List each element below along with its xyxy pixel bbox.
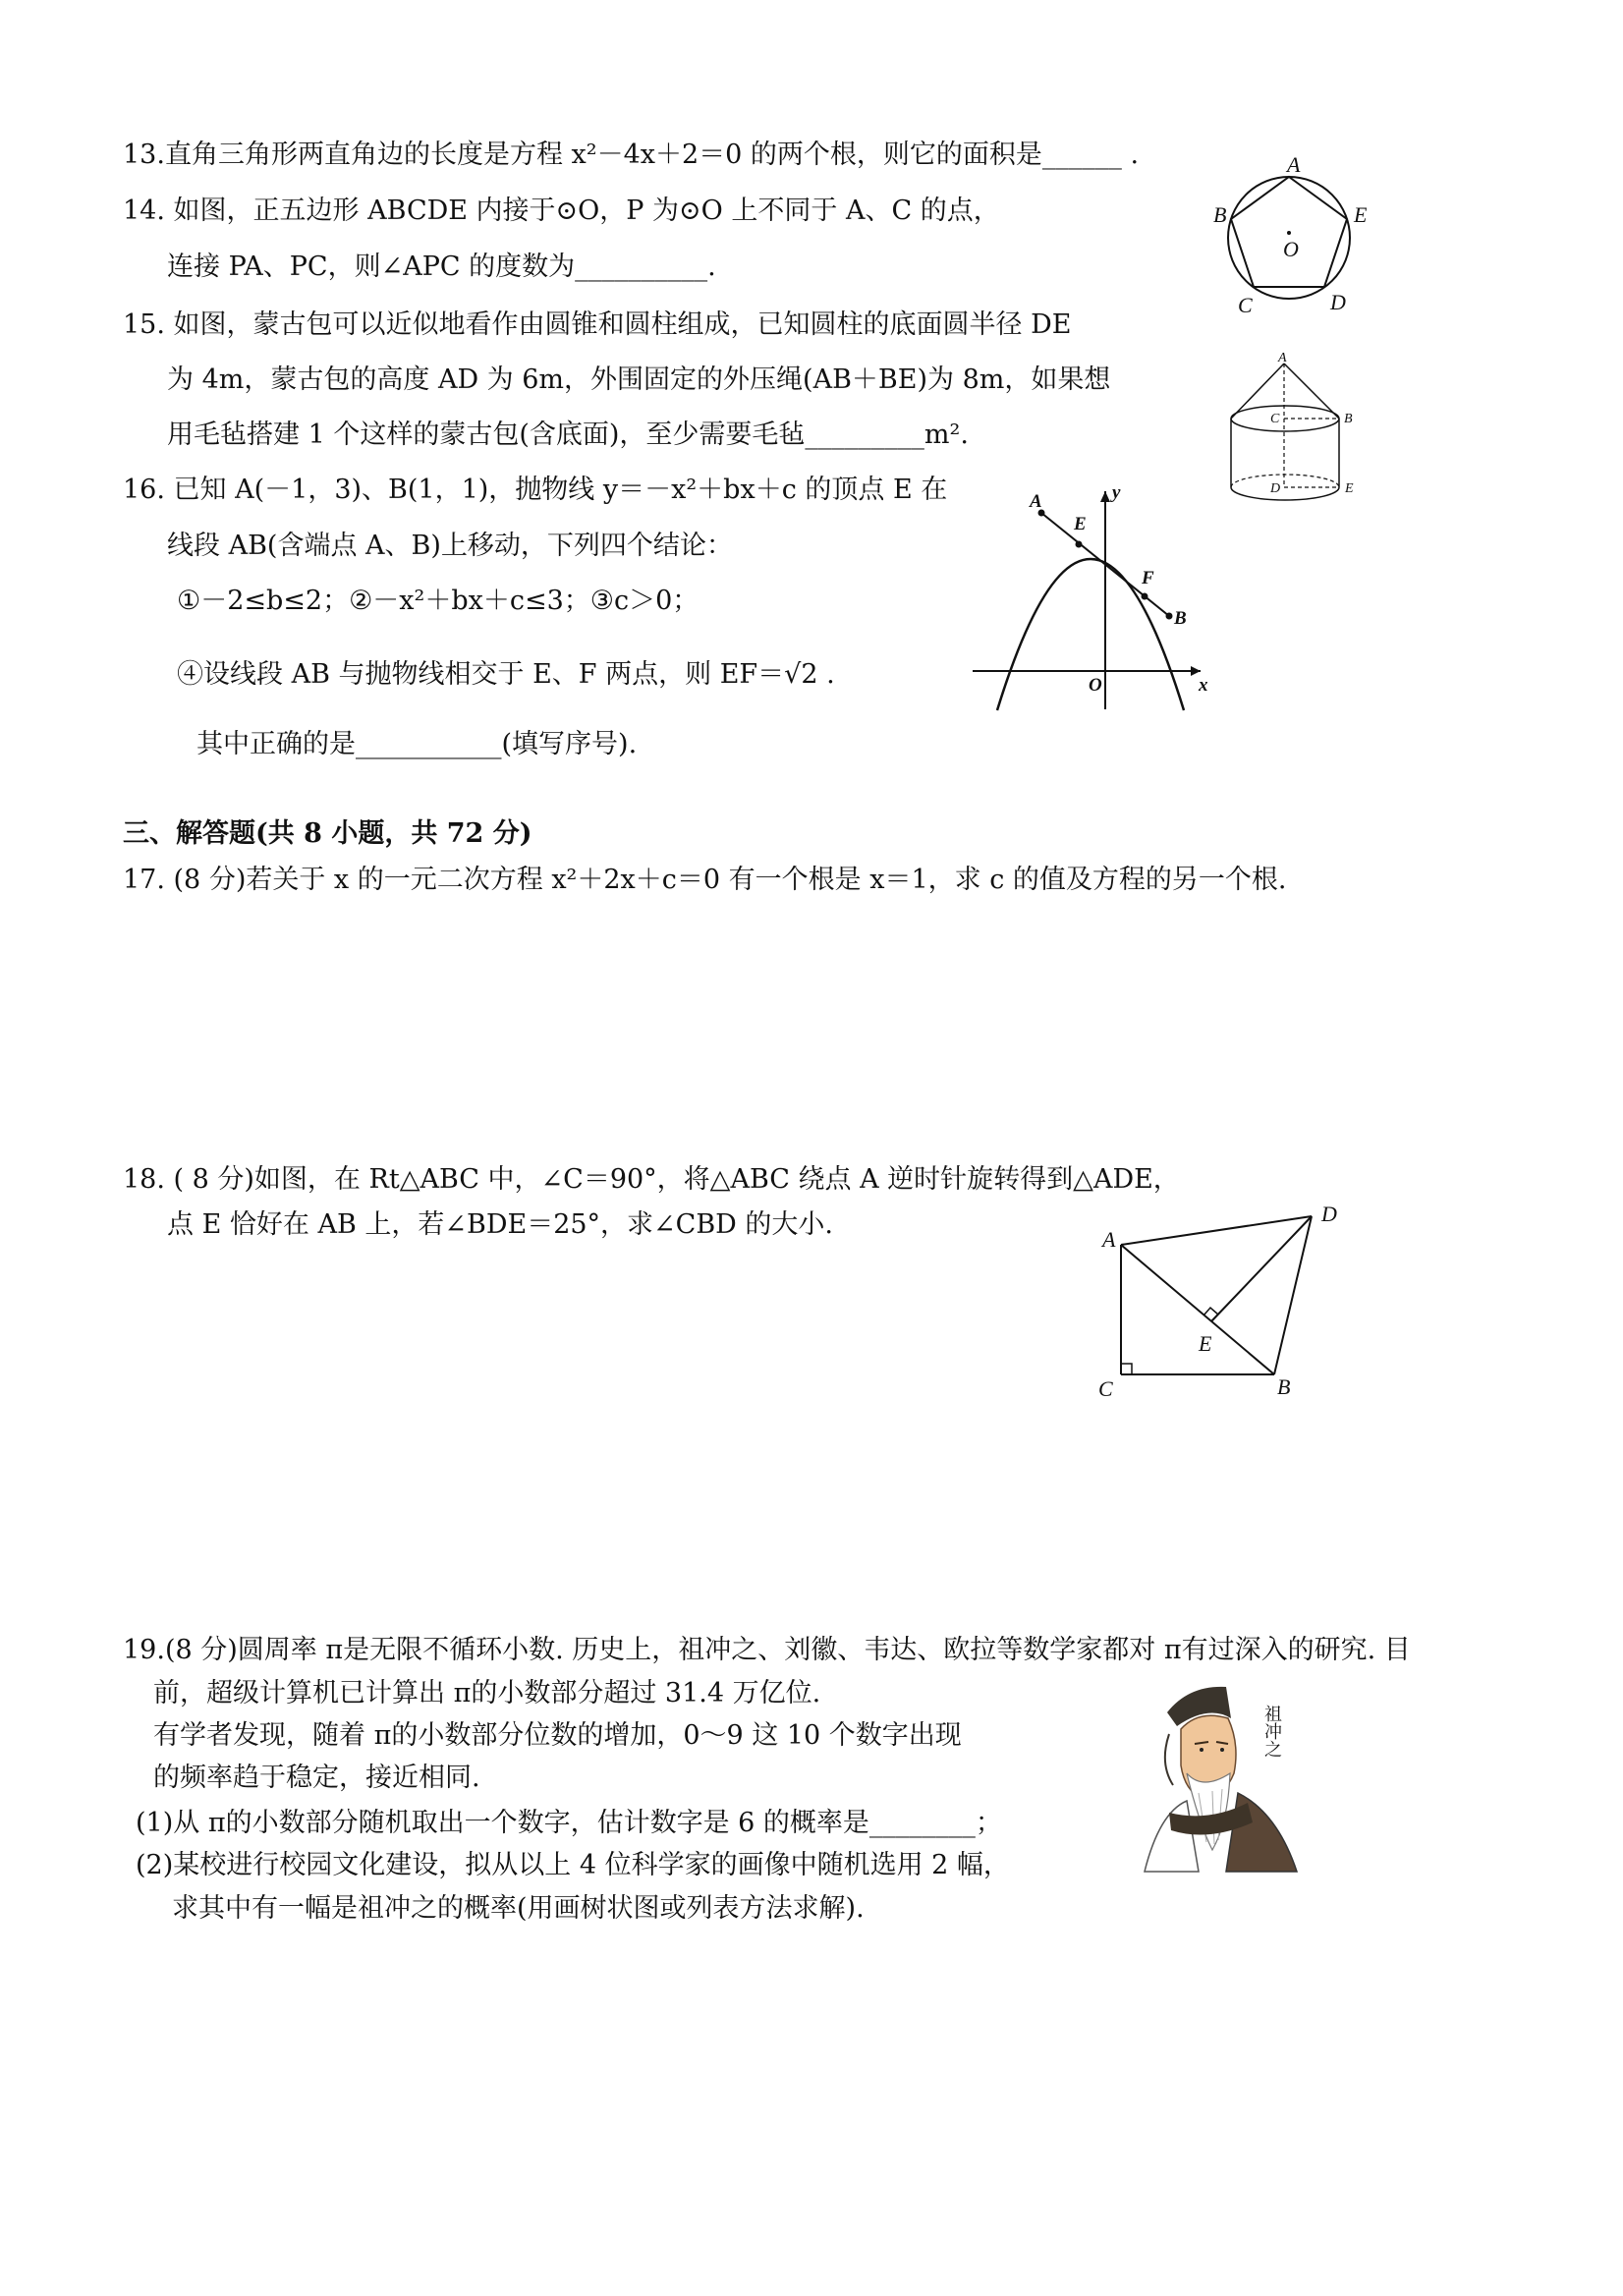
section-3-title: 三、解答题(共 8 小题，共 72 分): [123, 818, 532, 849]
question-16-line-4: ④设线段 AB 与抛物线相交于 E、F 两点，则 EF＝√2 .: [177, 659, 835, 690]
parabola-label-b: B: [1174, 608, 1187, 629]
pentagon-label-d: D: [1330, 290, 1346, 314]
question-16-line-1: 16. 已知 A(－1，3)、B(1，1)，抛物线 y＝－x²＋bx＋c 的顶点 E 在: [123, 475, 948, 505]
pentagon-label-c: C: [1238, 293, 1253, 317]
yurt-figure: [1223, 352, 1371, 509]
triangle-label-d: D: [1321, 1202, 1337, 1226]
question-15-line-2: 为 4m，蒙古包的高度 AD 为 6m，外围固定的外压绳(AB＋BE)为 8m，如果想: [167, 364, 1111, 395]
pentagon-label-e: E: [1354, 202, 1368, 227]
pentagon-circle-figure: [1208, 152, 1368, 317]
triangle-label-b: B: [1277, 1374, 1291, 1399]
question-14-line-1: 14. 如图，正五边形 ABCDE 内接于⊙O，P 为⊙O 上不同于 A、C 的点，: [123, 196, 1000, 226]
pentagon-label-a: A: [1287, 152, 1301, 177]
parabola-label-y: y: [1112, 482, 1121, 503]
triangle-label-c: C: [1098, 1376, 1113, 1401]
question-15-line-1: 15. 如图，蒙古包可以近似地看作由圆锥和圆柱组成，已知圆柱的底面圆半径 DE: [123, 309, 1072, 340]
yurt-label-e: E: [1345, 481, 1354, 496]
question-18-line-1: 18. ( 8 分)如图，在 Rt△ABC 中，∠C＝90°，将△ABC 绕点 A 逆时针旋转得到△ADE，: [123, 1164, 1180, 1195]
triangle-label-a: A: [1102, 1227, 1116, 1252]
question-13-text: 13.直角三角形两直角边的长度是方程 x²－4x＋2＝0 的两个根，则它的面积是______ .: [123, 140, 1140, 170]
question-19-part-2-continued: 求其中有一幅是祖冲之的概率(用画树状图或列表方法求解).: [172, 1893, 865, 1924]
question-15-line-3: 用毛毡搭建 1 个这样的蒙古包(含底面)，至少需要毛毡_________m².: [167, 420, 969, 450]
pentagon-label-o: O: [1283, 237, 1299, 261]
parabola-label-f: F: [1142, 568, 1154, 588]
question-19-part-1: (1)从 π的小数部分随机取出一个数字，估计数字是 6 的概率是________；: [136, 1808, 1002, 1838]
parabola-label-o: O: [1089, 675, 1102, 696]
zu-chongzhi-portrait: [1130, 1675, 1326, 1881]
parabola-label-e: E: [1074, 514, 1087, 534]
portrait-caption: 祖冲之: [1262, 1705, 1282, 1758]
rotation-triangle-figure: [1091, 1202, 1337, 1401]
question-19-part-2: (2)某校进行校园文化建设，拟从以上 4 位科学家的画像中随机选用 2 幅，: [136, 1850, 1010, 1880]
yurt-label-d: D: [1270, 481, 1281, 496]
yurt-label-c: C: [1270, 412, 1280, 426]
question-14-line-2: 连接 PA、PC，则∠APC 的度数为__________.: [167, 252, 716, 282]
question-16-line-5: 其中正确的是___________(填写序号).: [196, 729, 638, 759]
question-19-line-4: 的频率趋于稳定，接近相同.: [153, 1763, 480, 1793]
yurt-label-a: A: [1278, 351, 1287, 365]
question-19-line-2: 前，超级计算机已计算出 π的小数部分超过 31.4 万亿位.: [153, 1678, 821, 1708]
question-19-line-3: 有学者发现，随着 π的小数部分位数的增加，0～9 这 10 个数字出现: [153, 1720, 962, 1751]
parabola-label-x: x: [1199, 675, 1208, 696]
question-18-line-2: 点 E 恰好在 AB 上，若∠BDE＝25°，求∠CBD 的大小.: [167, 1209, 833, 1240]
question-16-line-2: 线段 AB(含端点 A、B)上移动，下列四个结论：: [167, 531, 733, 561]
question-16-line-3: ①－2≤b≤2；②－x²＋bx＋c≤3；③c＞0；: [177, 586, 700, 616]
yurt-label-b: B: [1344, 412, 1353, 426]
triangle-label-e: E: [1199, 1331, 1212, 1356]
parabola-label-a: A: [1030, 491, 1042, 512]
parabola-figure: [973, 481, 1218, 717]
question-17-text: 17. (8 分)若关于 x 的一元二次方程 x²＋2x＋c＝0 有一个根是 x＝1，求 c 的值及方程的另一个根.: [123, 865, 1287, 895]
pentagon-label-b: B: [1213, 202, 1227, 227]
question-19-line-1: 19.(8 分)圆周率 π是无限不循环小数. 历史上，祖冲之、刘徽、韦达、欧拉等数学家都对 π有过深入的研究. 目: [123, 1635, 1411, 1665]
